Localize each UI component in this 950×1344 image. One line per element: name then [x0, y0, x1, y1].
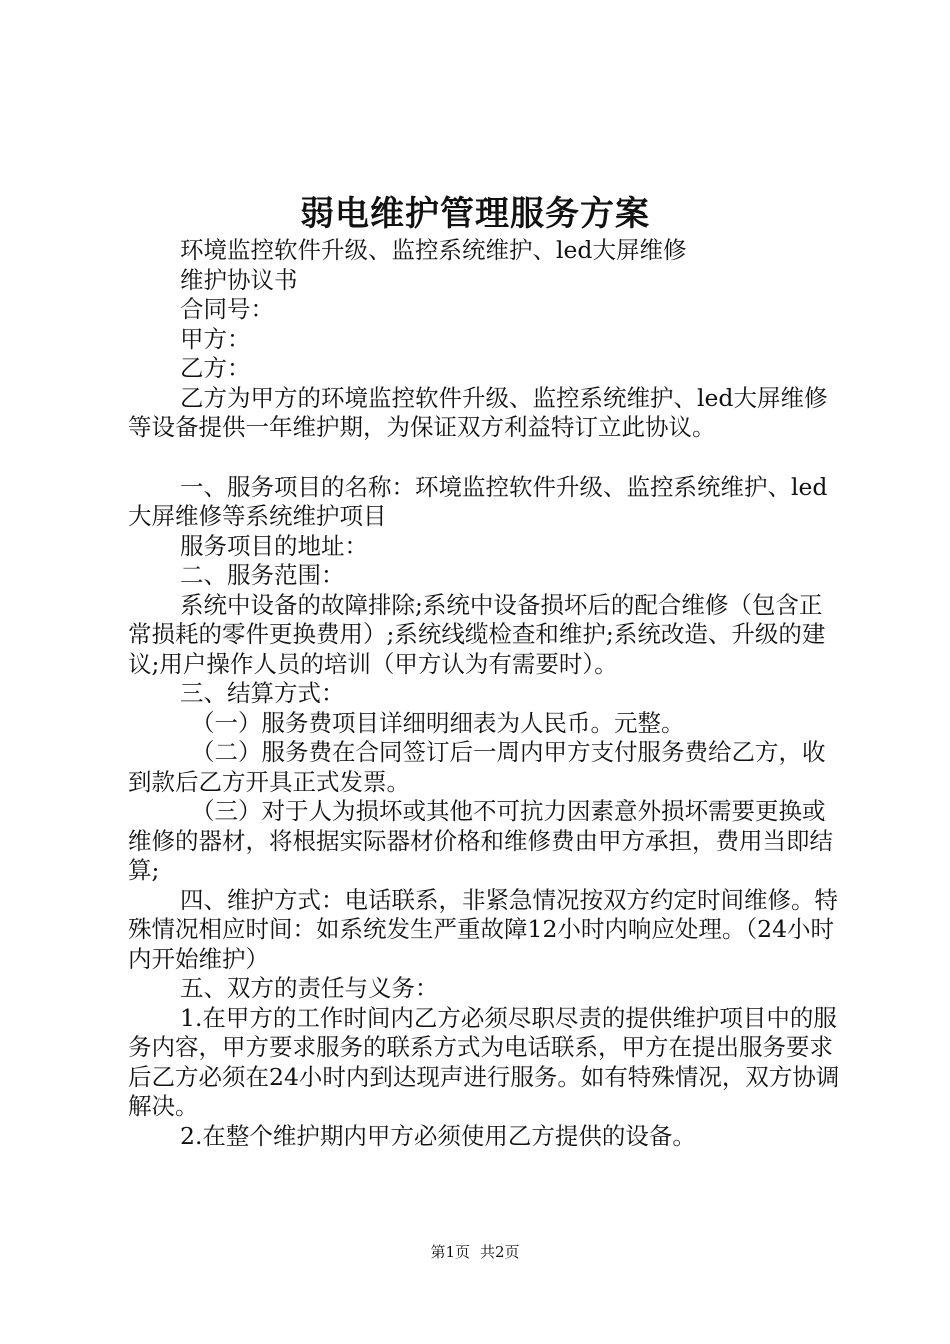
paragraph-scope-heading: 二、服务范围：	[180, 561, 345, 589]
paragraph-settlement-heading: 三、结算方式：	[180, 679, 345, 707]
document-body	[128, 236, 842, 1151]
paragraph-duties-heading: 五、双方的责任与义务：	[180, 974, 439, 1002]
paragraph-settlement-3: （三）对于人为损坏或其他不可抗力因素意外损坏需要更换或维修的器材，将根据实际器材价格和维修费由甲方承担，费用当即结算;	[128, 797, 833, 884]
page-footer	[0, 1241, 950, 1262]
paragraph-service-name: 一、服务项目的名称：环境监控软件升级、监控系统维护、led大屏维修等系统维护项目	[128, 472, 828, 530]
paragraph-duty-2: 2.在整个维护期内甲方必须使用乙方提供的设备。	[180, 1121, 696, 1150]
paragraph-preamble: 乙方为甲方的环境监控软件升级、监控系统维护、led大屏维修等设备提供一年维护期，为保证双方利益特订立此协议。	[128, 383, 828, 441]
paragraph-service-address: 服务项目的地址：	[180, 531, 368, 560]
paragraph-contract-number: 合同号：	[180, 295, 274, 323]
paragraph-maintenance-method: 四、维护方式：电话联系，非紧急情况按双方约定时间维修。特殊情况相应时间：如系统发生严重故障12小时内响应处理。（24小时内开始维护）	[128, 885, 838, 973]
page-count: 共2页	[480, 1243, 520, 1261]
paragraph-duty-1: 1.在甲方的工作时间内乙方必须尽职尽责的提供维护项目中的服务内容，甲方要求服务的联系方式为电话联系，甲方在提出服务要求后乙方必须在24小时内到达现声进行服务。如有特殊情况，双方协调解决。	[128, 1003, 840, 1120]
paragraph-scope: 系统中设备的故障排除;系统中设备损坏后的配合维修（包含正常损耗的零件更换费用）;系统线缆检查和维护;系统改造、升级的建议;用户操作人员的培训（甲方认为有需要时）。	[128, 590, 826, 678]
paragraph-settlement-2: （二）服务费在合同签订后一周内甲方支付服务费给乙方，收到款后乙方开具正式发票。	[128, 738, 826, 796]
paragraph-agreement-title: 维护协议书	[180, 265, 298, 294]
paragraph-party-b: 乙方：	[180, 354, 251, 382]
paragraph-spacer	[128, 443, 842, 473]
document-title: 弱电维护管理服务方案	[300, 194, 650, 234]
page-number: 第1页	[430, 1243, 470, 1261]
paragraph-subject: 环境监控软件升级、监控系统维护、led大屏维修	[180, 236, 687, 264]
paragraph-party-a: 甲方：	[180, 324, 251, 353]
paragraph-settlement-1: （一）服务费项目详细明细表为人民币。元整。	[191, 708, 685, 737]
